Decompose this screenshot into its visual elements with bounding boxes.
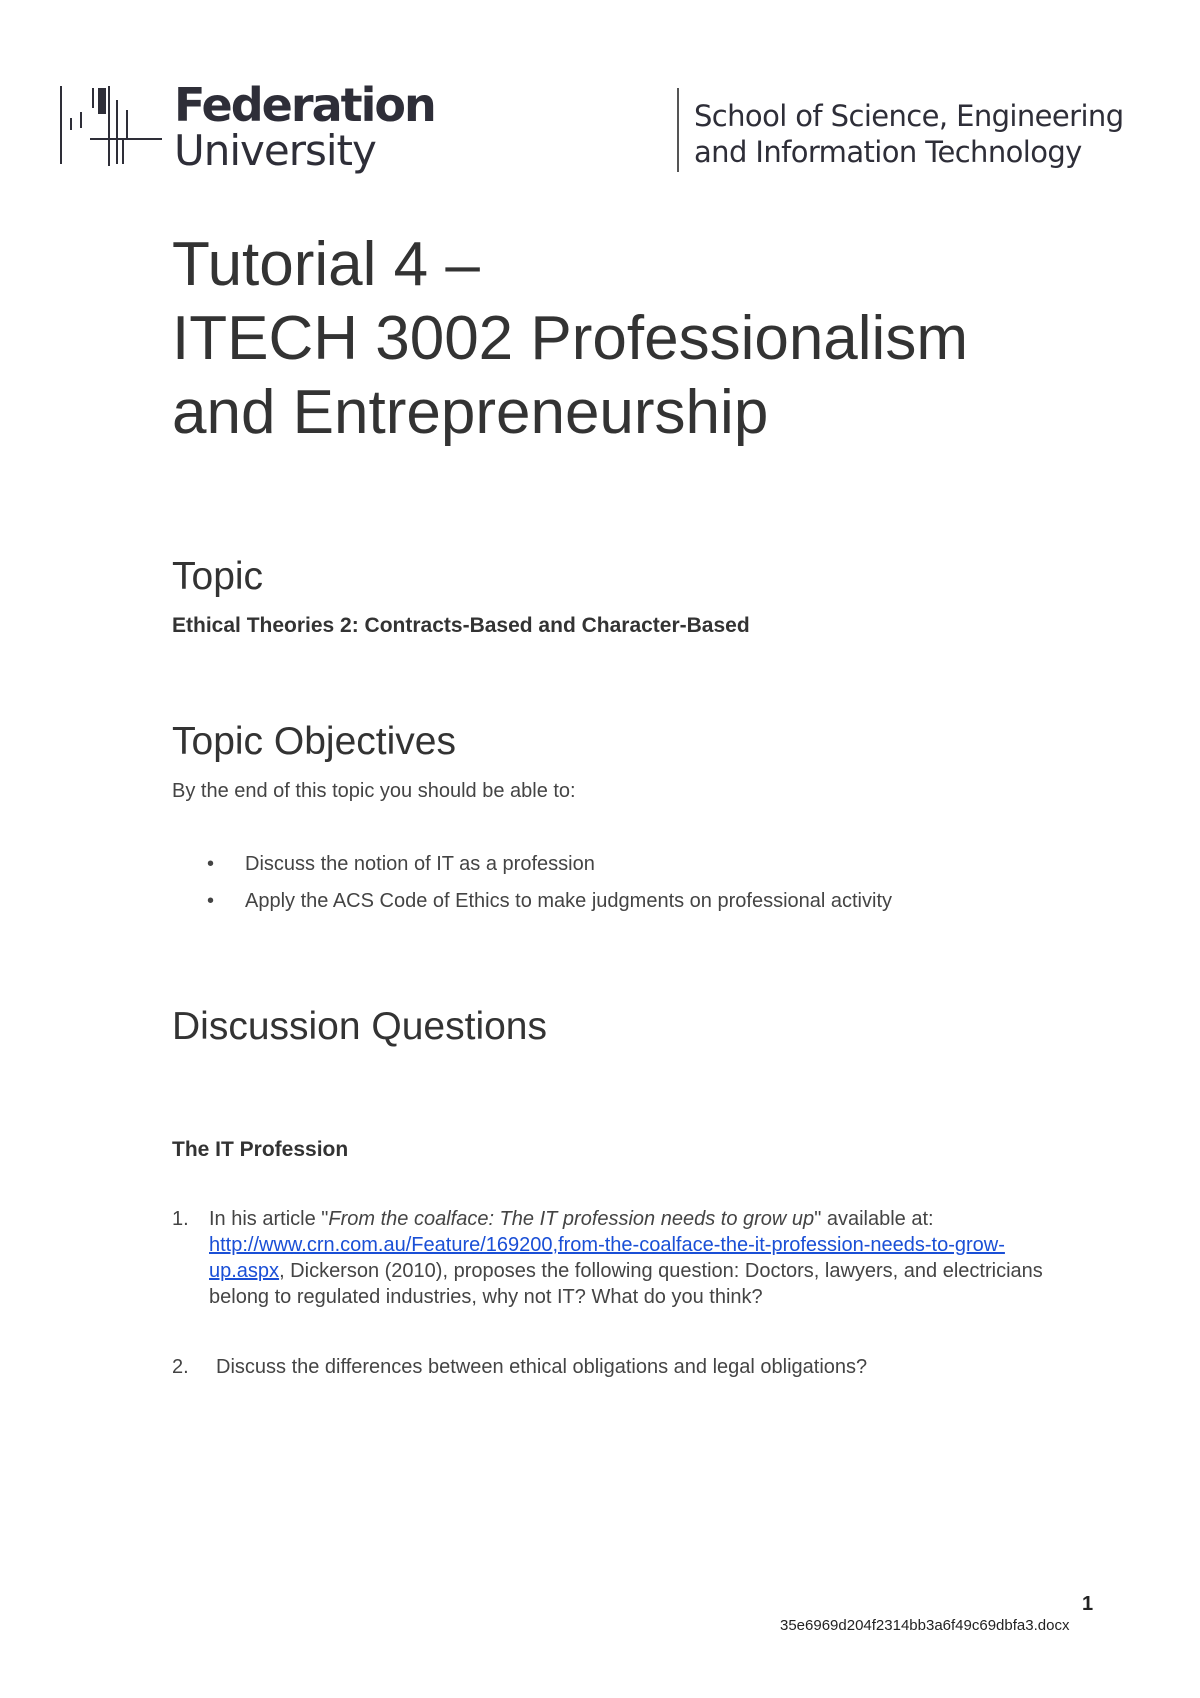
- logo-wordmark-line2: University: [174, 126, 376, 175]
- question-1: [172, 1206, 1072, 1310]
- file-name: 35e6969d204f2314bb3a6f49c69dbfa3.docx: [780, 1617, 1070, 1634]
- page-number: 1: [1082, 1593, 1094, 1615]
- discussion-heading: Discussion Questions: [172, 1005, 547, 1048]
- federation-university-logo: [60, 78, 435, 182]
- question-body: [209, 1206, 1072, 1310]
- list-item: [172, 889, 892, 926]
- article-link[interactable]: http://www.crn.com.au/Feature/169200,from-the-coalface-the-it-profession-needs-to-grow-up.aspx: [209, 1234, 1005, 1282]
- title-line3: and Entrepreneurship: [172, 378, 769, 447]
- question-text: " available at:: [814, 1208, 934, 1230]
- logo-wordmark-line1: Federation: [174, 78, 435, 132]
- bullet-icon: •: [207, 890, 215, 912]
- question-number: 2.: [172, 1356, 189, 1378]
- objectives-intro: By the end of this topic you should be able to:: [172, 780, 576, 802]
- bullet-icon: •: [207, 853, 215, 875]
- school-name-line1: School of Science, Engineering: [694, 99, 1124, 133]
- objective-text: Discuss the notion of IT as a profession: [245, 853, 595, 875]
- question-number: 1.: [172, 1208, 189, 1230]
- title-line1: Tutorial 4 –: [172, 230, 480, 299]
- objectives-list: [172, 852, 892, 926]
- question-2: [172, 1356, 867, 1379]
- document-title: [172, 228, 968, 450]
- title-line2: ITECH 3002 Professionalism: [172, 304, 968, 373]
- question-text: , Dickerson (2010), proposes the following question: Doctors, lawyers, and electricians belong to regulated industries, why not IT? What do you think?: [209, 1260, 1043, 1308]
- topic-heading: Topic: [172, 555, 264, 598]
- logo-mark-icon: [60, 82, 170, 172]
- question-text: In his article ": [209, 1208, 329, 1230]
- topic-subtitle: Ethical Theories 2: Contracts-Based and Character-Based: [172, 614, 750, 637]
- section-heading: The IT Profession: [172, 1138, 349, 1161]
- school-name-line2: and Information Technology: [694, 135, 1082, 169]
- header-divider: [677, 88, 679, 172]
- school-name: [694, 98, 1124, 170]
- question-text: Discuss the differences between ethical obligations and legal obligations?: [216, 1356, 868, 1378]
- list-item: [172, 852, 892, 889]
- objectives-heading: Topic Objectives: [172, 720, 456, 763]
- article-title: From the coalface: The IT profession needs to grow up: [328, 1208, 815, 1230]
- objective-text: Apply the ACS Code of Ethics to make judgments on professional activity: [245, 890, 893, 912]
